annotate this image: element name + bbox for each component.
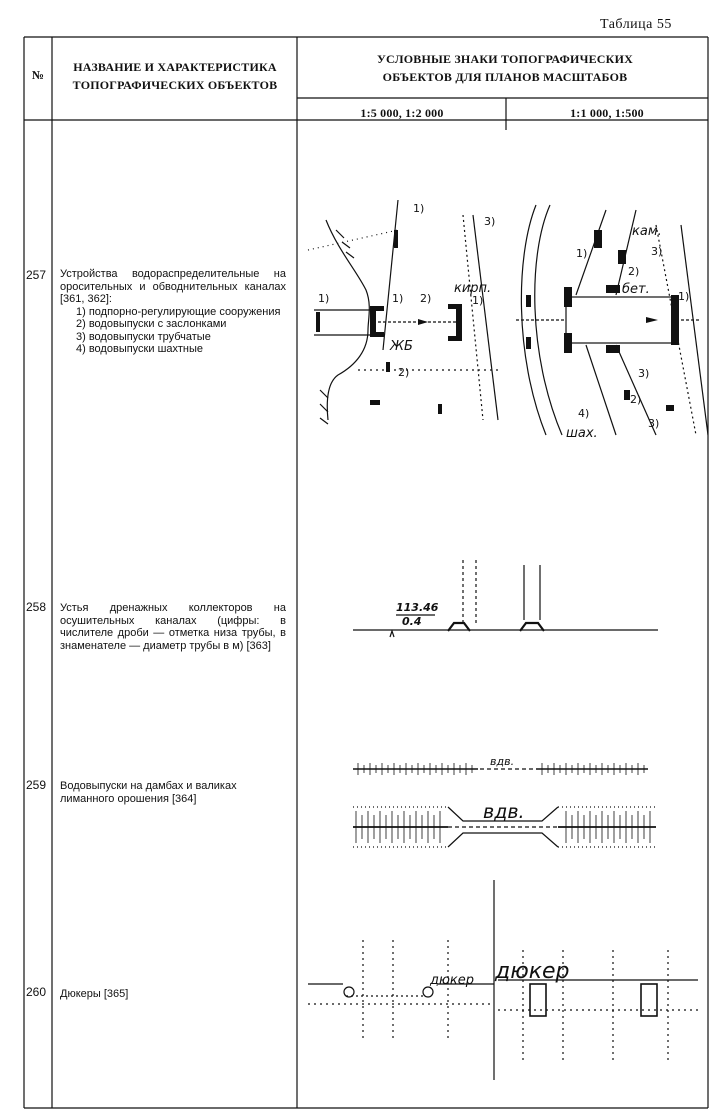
siphon-label-small: дюкер — [430, 973, 475, 988]
symbol-258 — [298, 555, 708, 665]
symbol-257-large-scale — [506, 195, 708, 445]
material-label: кам. — [632, 224, 662, 239]
callout-label: 3) — [484, 215, 496, 228]
row-number-258: 258 — [26, 600, 47, 614]
siphon-label-large: дюкер — [495, 959, 570, 984]
callout-label: 1) — [678, 290, 690, 303]
callout-label: 2) — [630, 393, 642, 406]
row-number-259: 259 — [26, 778, 47, 792]
callout-label: 2) — [628, 265, 640, 278]
header-scale-5000-2000: 1:5 000, 1:2 000 — [360, 106, 444, 120]
row-description-260: Дюкеры [365] — [60, 988, 129, 1000]
callout-label: 1) — [472, 294, 484, 307]
list-item: 1) подпорно-регулирующие сооружения — [76, 305, 281, 318]
callout-label: 1) — [413, 202, 425, 215]
callout-label: 1) — [392, 292, 404, 305]
row-number-257: 257 — [26, 268, 47, 282]
table-label: Таблица 55 — [600, 17, 672, 32]
row-number-260: 260 — [26, 985, 47, 999]
row-description-257 — [60, 268, 286, 356]
list-item: 2) водовыпуски с заслонками — [76, 318, 227, 330]
callout-label: 2) — [420, 292, 432, 305]
outlet-label-small: вдв. — [490, 755, 515, 768]
callout-label: 1) — [318, 292, 330, 305]
callout-label: 3) — [648, 417, 660, 430]
material-label: кирп. — [454, 281, 492, 296]
material-label: бет. — [622, 282, 650, 297]
pipe-diameter: 0.4 — [402, 615, 422, 628]
header-scale-1000-500: 1:1 000, 1:500 — [570, 106, 644, 120]
list-item: 4) водовыпуски шахтные — [76, 343, 204, 355]
material-label: ЖБ — [390, 339, 413, 354]
symbol-259 — [298, 745, 708, 860]
list-item: 3) водовыпуски трубчатые — [76, 330, 211, 343]
header-number: № — [31, 68, 45, 82]
callout-label: 4) — [578, 407, 590, 420]
symbol-257-small-scale — [298, 190, 506, 440]
row-description-259: Водовыпуски на дамбах и валиках лиманного орошения [364] — [60, 780, 237, 805]
callout-label: 2) — [398, 366, 410, 379]
callout-label: 3) — [651, 245, 663, 258]
header-object-name: НАЗВАНИЕ И ХАРАКТЕРИСТИКА ТОПОГРАФИЧЕСКИХ ОБЪЕКТОВ — [72, 60, 278, 92]
material-label: шах. — [566, 426, 598, 441]
outlet-label-large: вдв. — [483, 801, 525, 823]
callout-label: 1) — [576, 247, 588, 260]
header-conventional-signs: УСЛОВНЫЕ ЗНАКИ ТОПОГРАФИЧЕСКИХ ОБЪЕКТОВ ДЛЯ ПЛАНОВ МАСШТАБОВ — [377, 52, 633, 84]
row-description-text: Устройства водораспределительные на оросительных и обводнительных каналах [361, 362]: — [60, 268, 286, 305]
callout-label: 3) — [638, 367, 650, 380]
pipe-bottom-elevation: 113.46 — [396, 601, 439, 614]
symbol-260 — [298, 880, 708, 1080]
row-description-258: Устья дренажных коллекторов на осушительных каналах (цифры: в числителе дроби — отметка низа трубы, в знаменателе — диаметр трубы в м) [363] — [60, 602, 286, 652]
